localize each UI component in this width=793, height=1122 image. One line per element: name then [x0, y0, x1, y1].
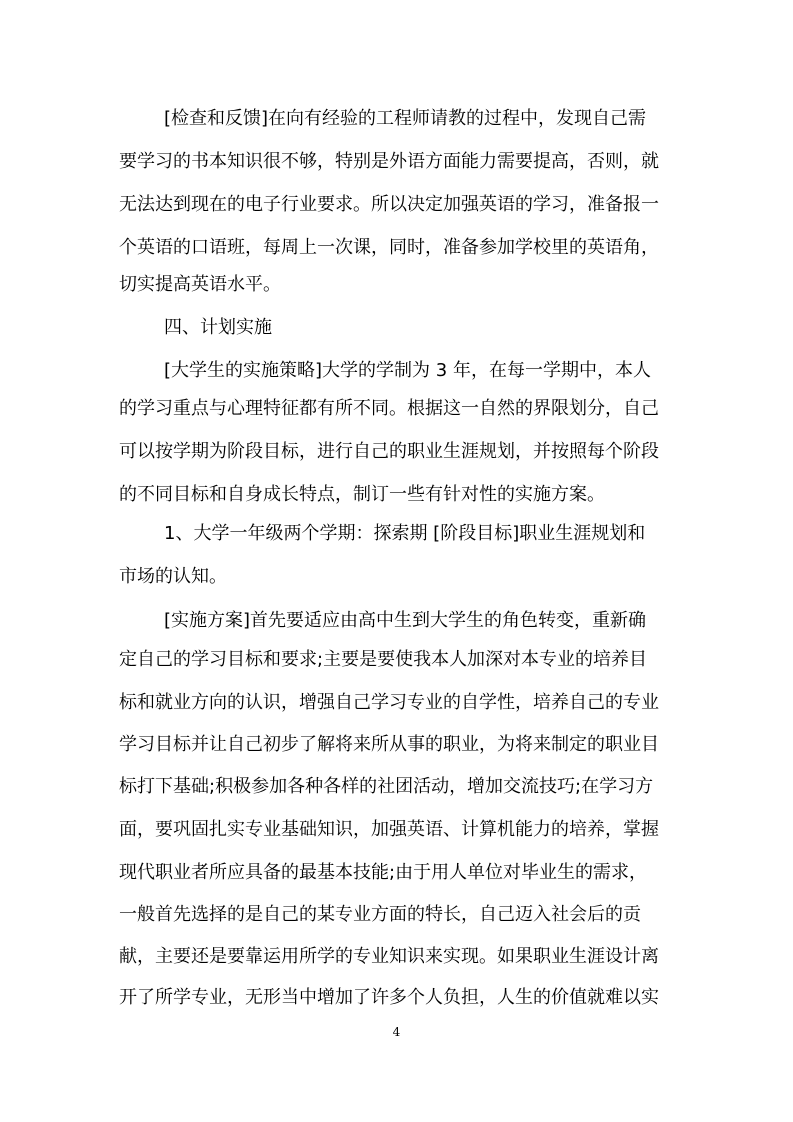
text-line: 市场的认知。 — [119, 566, 227, 587]
text-line: 的学习重点与心理特征都有所不同。根据这一自然的界限划分，自己 — [119, 398, 659, 419]
text-line: [检查和反馈]在向有经验的工程师请教的过程中，发现自己需 — [164, 108, 647, 129]
text-line: 现代职业者所应具备的最基本技能;由于用人单位对毕业生的需求， — [119, 862, 648, 883]
text-line: 的不同目标和自身成长特点，制订一些有针对性的实施方案。 — [119, 484, 605, 505]
text-line: 一般首先选择的是自己的某专业方面的特长，自己迈入社会后的贡 — [119, 904, 641, 925]
text-line: 学习目标并让自己初步了解将来所从事的职业，为将来制定的职业目 — [119, 734, 659, 755]
text-line: [实施方案]首先要适应由高中生到大学生的角色转变，重新确 — [164, 610, 647, 631]
text-line: 个英语的口语班，每周上一次课，同时，准备参加学校里的英语角， — [119, 237, 659, 258]
text-line: 要学习的书本知识很不够，特别是外语方面能力需要提高，否则，就 — [119, 151, 659, 172]
page-number: 4 — [392, 1025, 401, 1039]
text-line: 定自己的学习目标和要求;主要是要使我本人加深对本专业的培养目 — [119, 649, 648, 670]
text-line: 献，主要还是要靠运用所学的专业知识来实现。如果职业生涯设计离 — [119, 946, 659, 967]
text-line: 1、大学一年级两个学期：探索期 [阶段目标]职业生涯规划和 — [164, 523, 646, 544]
text-line: 面，要巩固扎实专业基础知识，加强英语、计算机能力的培养，掌握 — [119, 819, 659, 840]
text-line: 开了所学专业，无形当中增加了许多个人负担，人生的价值就难以实 — [119, 987, 659, 1008]
text-line: 切实提高英语水平。 — [119, 274, 281, 295]
text-line: [大学生的实施策略]大学的学制为 3 年，在每一学期中，本人 — [164, 360, 651, 381]
text-line: 标打下基础;积极参加各种各样的社团活动，增加交流技巧;在学习方 — [119, 776, 654, 797]
text-line: 无法达到现在的电子行业要求。所以决定加强英语的学习，准备报一 — [119, 194, 659, 215]
section-heading: 四、计划实施 — [164, 317, 272, 338]
text-line: 标和就业方向的认识，增强自己学习专业的自学性，培养自己的专业 — [119, 692, 659, 713]
text-line: 可以按学期为阶段目标，进行自己的职业生涯规划，并按照每个阶段 — [119, 441, 659, 462]
